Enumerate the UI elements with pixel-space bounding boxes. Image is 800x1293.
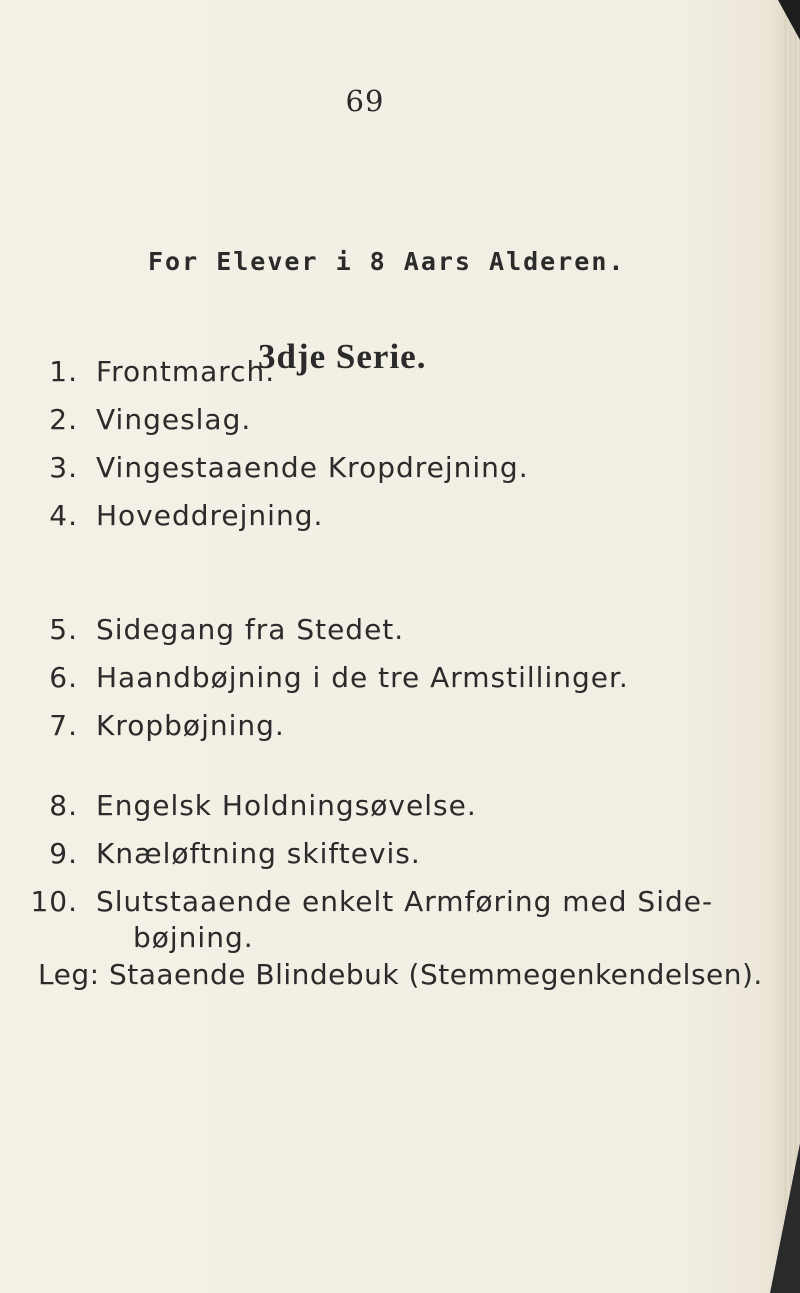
item-continuation: bøjning. — [133, 921, 254, 954]
item-text: Slutstaaende enkelt Armføring med Side- — [96, 885, 714, 918]
list-item — [0, 789, 477, 822]
item-text: Vingestaaende Kropdrejning. — [96, 451, 529, 484]
list-item — [0, 613, 404, 646]
list-item — [0, 355, 275, 388]
item-number: 2. — [49, 403, 78, 436]
page-corner-bottom — [770, 1143, 800, 1293]
item-number: 6. — [49, 661, 78, 694]
item-text: Vingeslag. — [96, 403, 252, 436]
item-text: Hoveddrejning. — [96, 499, 324, 532]
list-item — [0, 885, 713, 918]
page-number: 69 — [345, 84, 385, 118]
list-item — [0, 709, 285, 742]
item-number: 10. — [30, 885, 78, 918]
item-text: Haandbøjning i de tre Armstillinger. — [96, 661, 629, 694]
leg-label: Leg: — [38, 958, 100, 991]
leg-text: Staaende Blindebuk (Stemmegenkendelsen). — [108, 958, 763, 991]
page-corner-top — [778, 0, 800, 40]
list-item — [0, 499, 323, 532]
list-item — [0, 661, 629, 694]
list-item — [0, 403, 251, 436]
list-item — [0, 451, 529, 484]
series-title: 3dje Serie. — [258, 337, 427, 376]
item-text: Sidegang fra Stedet. — [96, 613, 405, 646]
item-text: Knæløftning skiftevis. — [96, 837, 421, 870]
item-number: 1. — [49, 355, 78, 388]
item-number: 3. — [49, 451, 78, 484]
list-item — [0, 837, 421, 870]
leg-line — [38, 958, 763, 991]
page-edge — [782, 0, 800, 1293]
item-number: 5. — [49, 613, 78, 646]
page-heading: For Elever i 8 Aars Alderen. — [148, 247, 626, 276]
item-number: 8. — [49, 789, 78, 822]
item-number: 4. — [49, 499, 78, 532]
item-text: Kropbøjning. — [96, 709, 285, 742]
item-text: Engelsk Holdningsøvelse. — [96, 789, 477, 822]
item-number: 7. — [49, 709, 78, 742]
item-text: Frontmarch. — [96, 355, 276, 388]
item-number: 9. — [49, 837, 78, 870]
